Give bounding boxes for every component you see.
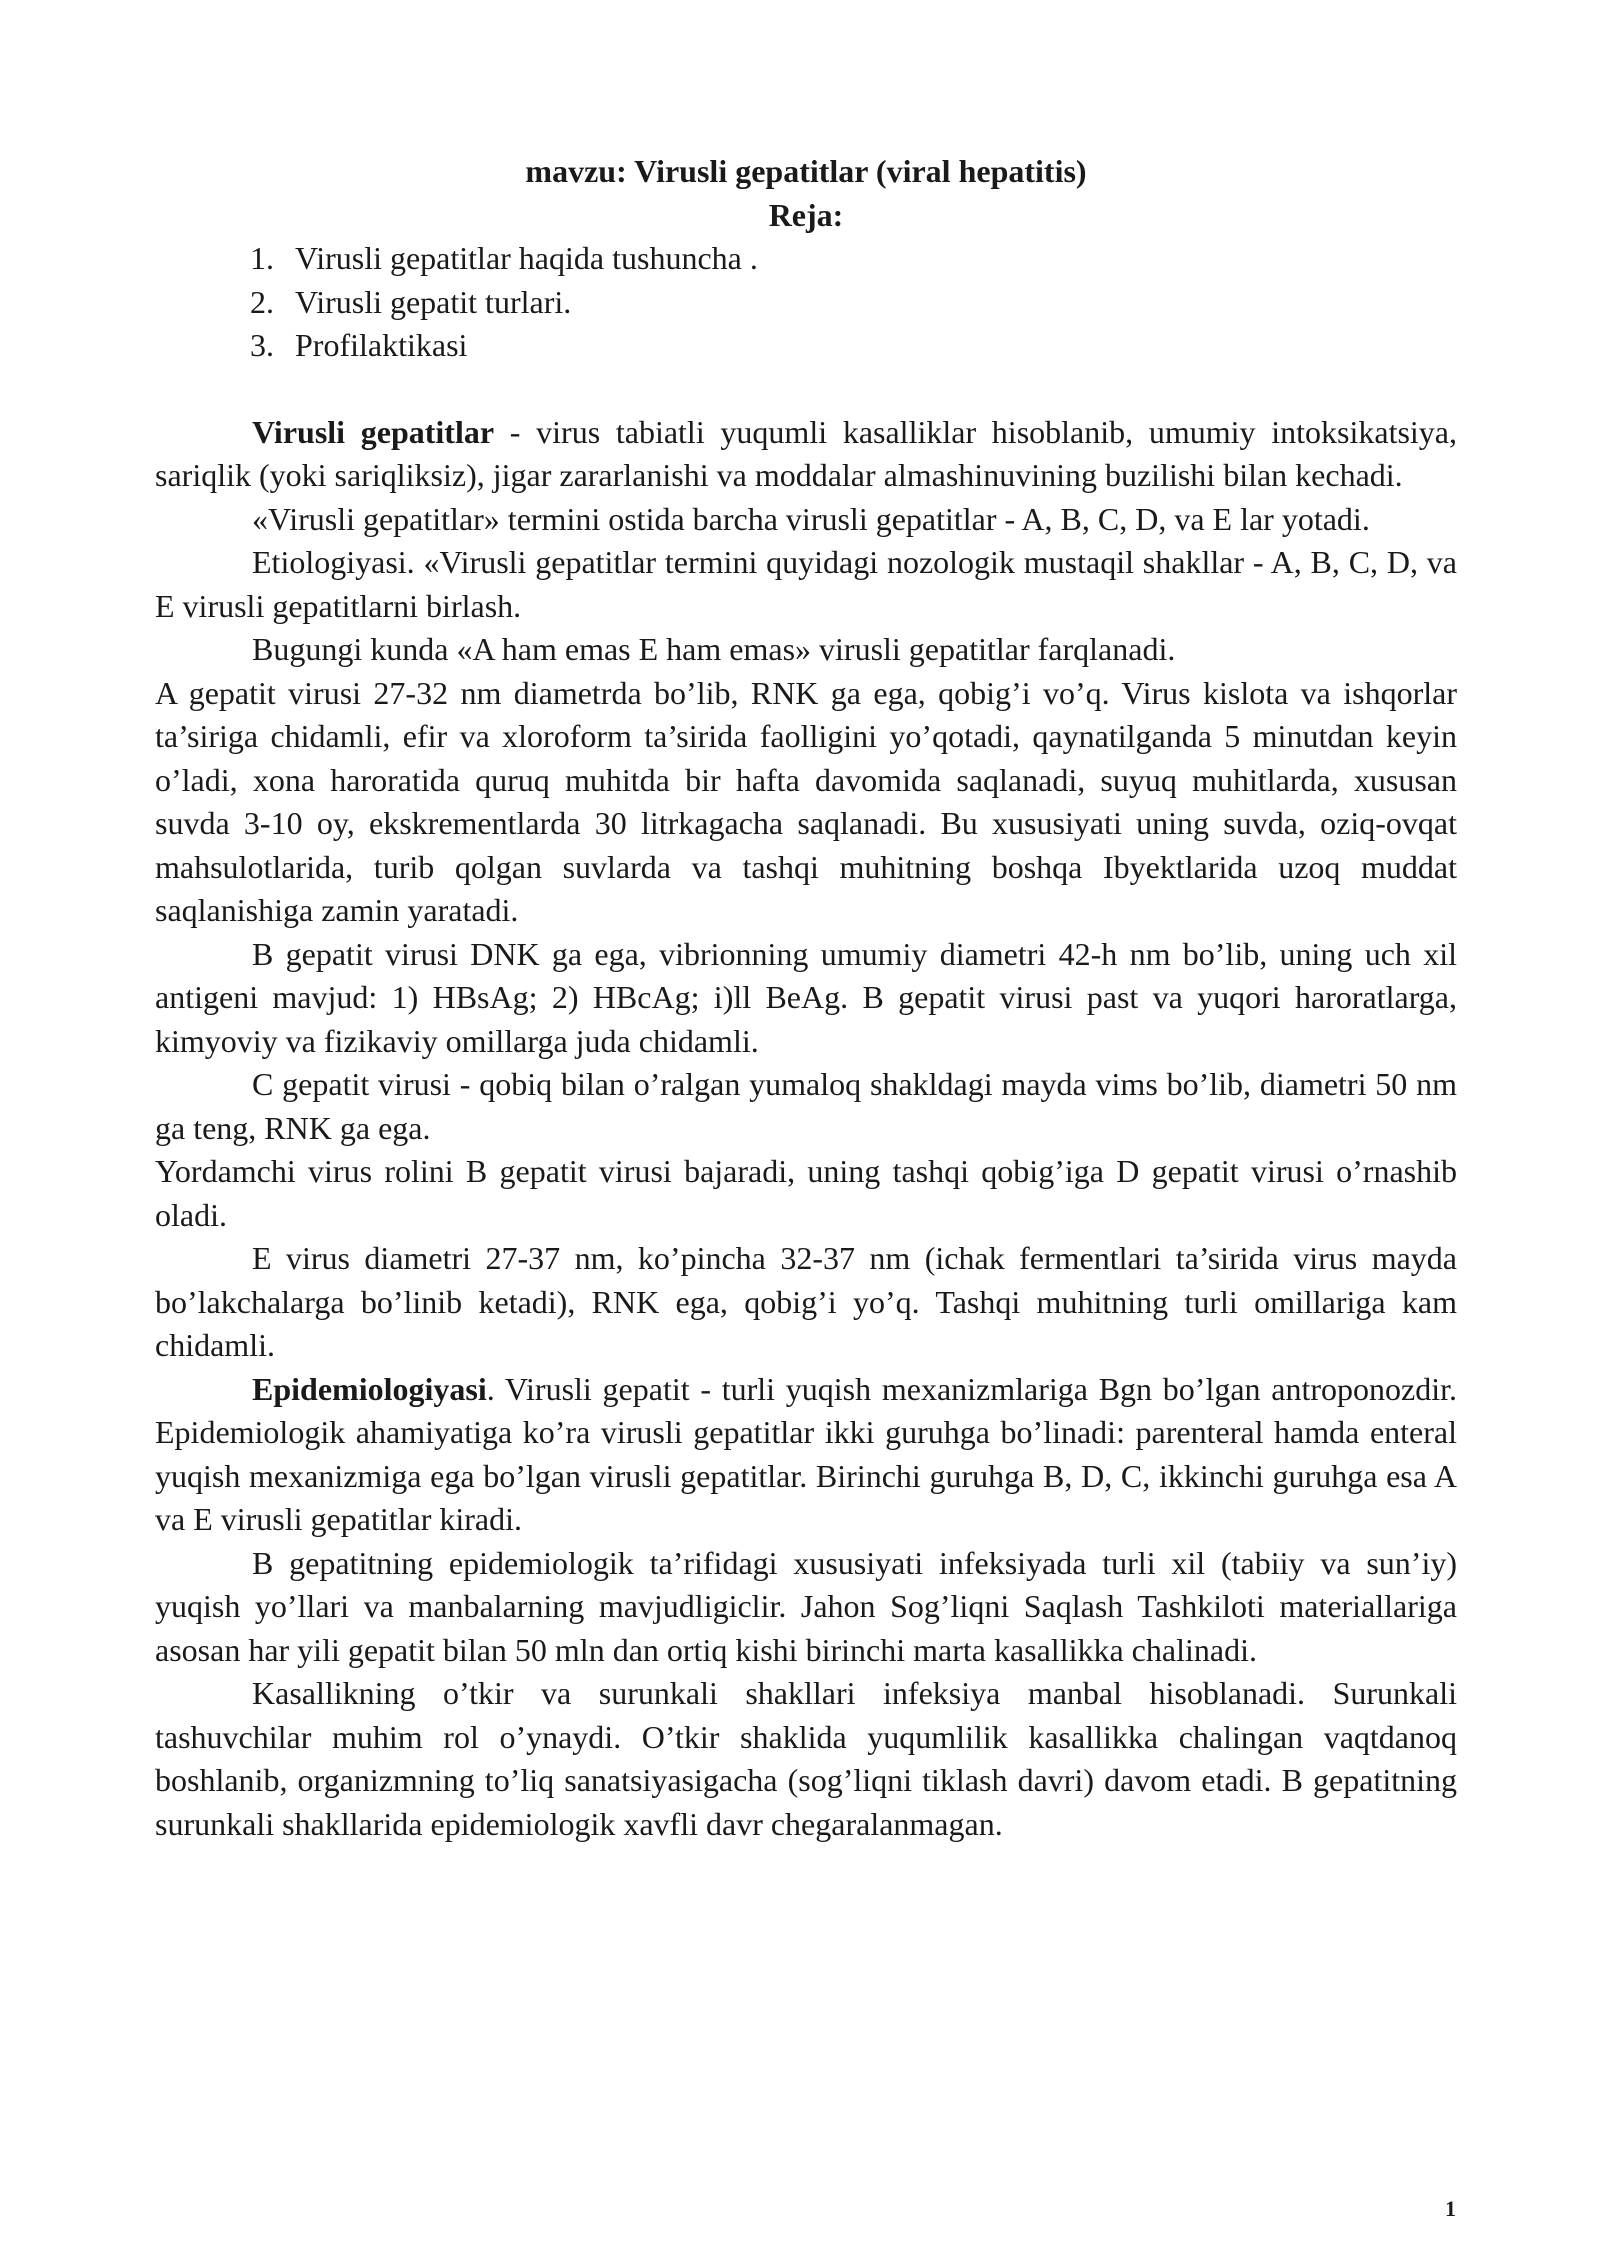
- paragraph-text: - virus tabiatli yuqumli kasalliklar hisoblanib, umumiy intoksikatsiya, sariqlik (yoki sariqliksiz), jigar zararlanishi va moddalar almashinuvining buzilishi bilan kechadi.: [155, 413, 1458, 493]
- paragraph-hepatitis-e: E virus diametri 27-37 nm, ko’pincha 32-37 nm (ichak fermentlari ta’sirida virus mayda bo’lakchalarga bo’linib ketadi), RNK ega, qobig’i yo’q. Tashqi muhitning turli omillariga kam chidamli.: [155, 1240, 1457, 1363]
- plan-item-number: 2.: [250, 283, 274, 320]
- document-page: [155, 150, 1457, 1846]
- paragraph-term: «Virusli gepatitlar» termini ostida barcha virusli gepatitlar - A, B, C, D, va E lar yotadi.: [252, 500, 1370, 537]
- plan-list: [155, 237, 1457, 368]
- paragraph-text: . Virusli gepatit - turli yuqish mexanizmlariga Bgn bo’lgan antroponozdir. Epidemiologik ahamiyatiga ko’ra virusli gepatitlar ikki guruhga bo’linadi: parenteral hamda enteral yuqish mexanizmiga ega bo’lgan virusli gepatitlar. Birinchi guruhga B, D, C, ikkinchi guruhga esa A va E virusli gepatitlar kiradi.: [155, 1370, 1457, 1537]
- plan-item-text: Virusli gepatitlar haqida tushuncha .: [295, 240, 758, 276]
- plan-item: [155, 281, 1457, 325]
- paragraph-etiology: Etiologiyasi. «Virusli gepatitlar termini quyidagi nozologik mustaqil shakllar - A, B, C, D, va E virusli gepatitlarni birlash.: [155, 544, 1457, 624]
- plan-item-number: 3.: [250, 327, 274, 363]
- plan-item: [155, 237, 1457, 281]
- plan-item-number: 1.: [250, 240, 274, 276]
- paragraph-hepatitis-b: B gepatit virusi DNK ga ega, vibrionning umumiy diametri 42-h nm bo’lib, uning uch xil antigeni mavjud: 1) HBsAg; 2) HBcAg; i)ll BeAg. B gepatit virusi past va yuqori haroratlarga, kimyoviy va fizikaviy omillarga juda chidamli.: [155, 935, 1457, 1059]
- paragraph-nonae: Bugungi kunda «A ham emas E ham emas» virusli gepatitlar farqlanadi.: [252, 631, 1176, 667]
- term-epidemiologiyasi: Epidemiologiyasi: [252, 1370, 487, 1407]
- term-virusli-gepatitlar: Virusli gepatitlar: [252, 413, 495, 450]
- plan-item-text: Virusli gepatit turlari.: [295, 283, 572, 320]
- paragraph-epidemiology: [155, 1368, 1457, 1542]
- plan-item-text: Profilaktikasi: [295, 327, 468, 363]
- paragraph-definition: [155, 411, 1457, 498]
- paragraph-hepatitis-d: Yordamchi virus rolini B gepatit virusi bajaradi, uning tashqi qobig’iga D gepatit virusi o’rnashib oladi.: [155, 1153, 1457, 1233]
- paragraph-hepatitis-a: A gepatit virusi 27-32 nm diametrda bo’lib, RNK ga ega, qobig’i vo’q. Virus kislota va ishqorlar ta’siriga chidamli, efir va xloroform ta’sirida faolligini yo’qotadi, qaynatilganda 5 minutdan keyin o’ladi, xona haroratida quruq muhitda bir hafta davomida saqlanadi, suyuq muhitlarda, xususan suvda 3-10 oy, ekskrementlarda 30 litrkagacha saqlanadi. Bu xususiyati uning suvda, oziq-ovqat mahsulotlarida, turib qolgan suvlarda va tashqi muhitning boshqa Ibyektlarida uzoq muddat saqlanishiga zamin yaratadi.: [155, 674, 1457, 928]
- document-title: mavzu: Virusli gepatitlar (viral hepatitis): [525, 153, 1087, 189]
- paragraph-b-epidemiology: B gepatitning epidemiologik ta’rifidagi xususiyati infeksiyada turli xil (tabiiy va sun’iy) yuqish yo’llari va manbalarning mavjudligiclir. Jahon Sog’liqni Saqlash Tashkiloti materiallariga asosan har yili gepatit bilan 50 mln dan ortiq kishi birinchi marta kasallikka chalinadi.: [155, 1544, 1457, 1668]
- page-number: 1: [1445, 2196, 1456, 2221]
- plan-item: [155, 324, 1457, 368]
- paragraph-infection-source: Kasallikning o’tkir va surunkali shakllari infeksiya manbal hisoblanadi. Surunkali tashuvchilar muhim rol o’ynaydi. O’tkir shaklida yuqumlilik kasallikka chalingan vaqtdanoq boshlanib, organizmning to’liq sanatsiyasigacha (sog’liqni tiklash davri) davom etadi. B gepatitning surunkali shakllarida epidemiologik xavfli davr chegaralanmagan.: [155, 1675, 1457, 1842]
- paragraph-hepatitis-c: C gepatit virusi - qobiq bilan o’ralgan yumaloq shakldagi mayda vims bo’lib, diametri 50 nm ga teng, RNK ga ega.: [155, 1066, 1457, 1146]
- plan-heading: Reja:: [768, 196, 844, 233]
